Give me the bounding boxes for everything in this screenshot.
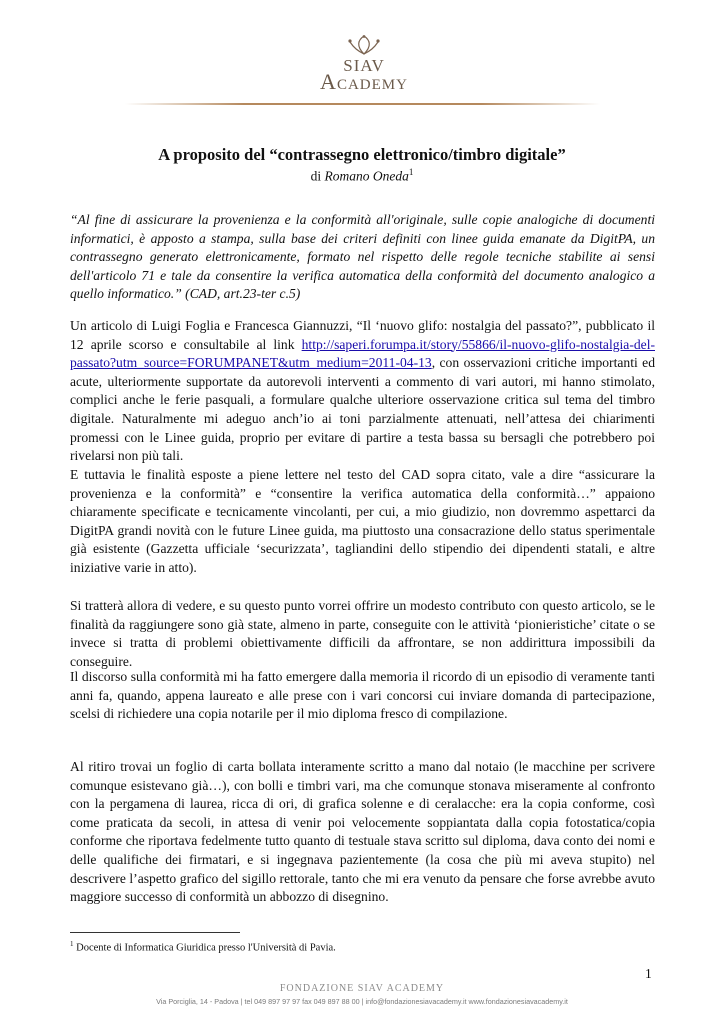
article-link[interactable]: http://saperi.forumpa.it/story/55866/il-nuovo-glifo-nostalgia-del-passato?utm_source=FORUMPANET&utm_medium=2011-04-13	[70, 336, 655, 371]
author-name: Romano Oneda	[324, 168, 409, 184]
paragraph-3: E tuttavia le finalità esposte a piene lettere nel testo del CAD sopra citato, vale a dire “assicurare la provenienza e la conformità” e “consentire la verifica automatica della conformità…” appaiono chiaramente specificate e tecnicamente vincolanti, per cui, a mio giudizio, non dovremmo aspettarci da DigitPA grandi novità con le future Linee guida, ma piuttosto una consacrazione dello status sperimentale già esistente (Gazzetta ufficiale ‘securizzata’, tagliandini dello stipendio dei dipendenti statali, e altre iniziative varie in atto).	[70, 467, 655, 575]
crown-icon	[342, 34, 386, 56]
footnote-divider	[70, 932, 240, 933]
paragraph-6: Al ritiro trovai un foglio di carta bollata interamente scritto a mano dal notaio (le macchine per scrivere comunque esistevano già…), con bolli e timbri vari, ma che comunque stonava miseramente al confronto con la pergamena di laurea, ricca di ori, di grafica solenne e di ceralacche: era la copia conforme, così come praticata da secoli, in attesa di venir poi velocemente soppiantata dalla copia fotostatica/copia conforme che riportava fedelmente tutto quanto di testuale stava scritto sul diploma, dava conto dei nomi e delle qualifiche dei firmatari, e si ingegnava pazientemente (la cosa che più mi aveva stupito) nel descrivere l’aspetto grafico del sigillo rettorale, tanto che mi era venuto da pensare che forse avrebbe avuto maggiore successo di conformità un abbozzo di disegnino.	[70, 759, 655, 905]
footer-address: Via Porciglia, 14 - Padova | tel 049 897 97 97 fax 049 897 88 00 | info@fondazionesiavacademy.it www.fondazionesiavacademy.it	[156, 997, 568, 1006]
header-divider	[125, 103, 600, 105]
footnote-ref: 1	[408, 167, 414, 177]
paragraph-5: Il discorso sulla conformità mi ha fatto emergere dalla memoria il ricordo di un episodio di veramente tanti anni fa, quando, appena laureato e alle prese con i vari concorsi cui inviare domanda di partecipazione, scelsi di richiedere una copia notarile per il mio diploma fresco di compilazione.	[70, 669, 655, 722]
logo-line1: SIAV	[343, 56, 385, 75]
quote-paragraph: “Al fine di assicurare la provenienza e la conformità all'originale, sulle copie analogiche di documenti informatici, è apposto a stampa, sulla base dei criteri definiti con linee guida emanate da DigitPA, un contrassegno generato elettronicamente, formato nel rispetto delle regole tecniche stabilite ai sensi dell'articolo 71 e tale da consentire la verifica automatica della conformità del documento analogico a quello informatico.” (CAD, art.23-ter c.5)	[70, 212, 655, 302]
paragraph-4: Si tratterà allora di vedere, e su questo punto vorrei offrire un modesto contributo con questo articolo, se le finalità da raggiungere sono già state, almeno in parte, conseguite con le attività ‘pionieristiche’ citate o se invece si tratta di problemi obiettivamente difficili da affrontare, se non addirittura impossibili da conseguire.	[70, 598, 655, 669]
byline: di Romano Oneda$^1$	[310, 167, 414, 184]
paragraph-2: Un articolo di Luigi Foglia e Francesca Giannuzzi, “Il ‘nuovo glifo: nostalgia del passato?”, pubblicato il 12 aprile scorso e consultabile al link http://saperi.forumpa.it/story/55866/il-nuovo-glifo-nostalgia-del-passato?utm_source=FORUMPANET&utm_medium=2011-04-13, con osservazioni critiche importanti ed acute, ulteriormente supportate da autorevoli interventi a commento di vari autori, mi hanno stimolato, complici anche le ferie pasquali, a formulare qualche ulteriore osservazione critica sul tema del timbro digitale. Naturalmente mi adeguo anch’io ai toni parzialmente attenuati, nell’attesa dei chiarimenti promessi con le Linee guida, proprio per evitare di partire a testa bassa su bersagli che potrebbero poi rivelarsi non più tali.	[70, 318, 655, 464]
siav-academy-logo	[312, 34, 416, 96]
footnote: $^1$ Docente di Informatica Giuridica presso l'Università di Pavia.	[70, 940, 336, 954]
article-title: A proposito del “contrassegno elettronico/timbro digitale”	[158, 145, 566, 164]
page-number: 1	[645, 966, 652, 981]
footer-org: FONDAZIONE SIAV ACADEMY	[279, 983, 445, 994]
logo-line2: ACADEMY	[320, 69, 408, 94]
